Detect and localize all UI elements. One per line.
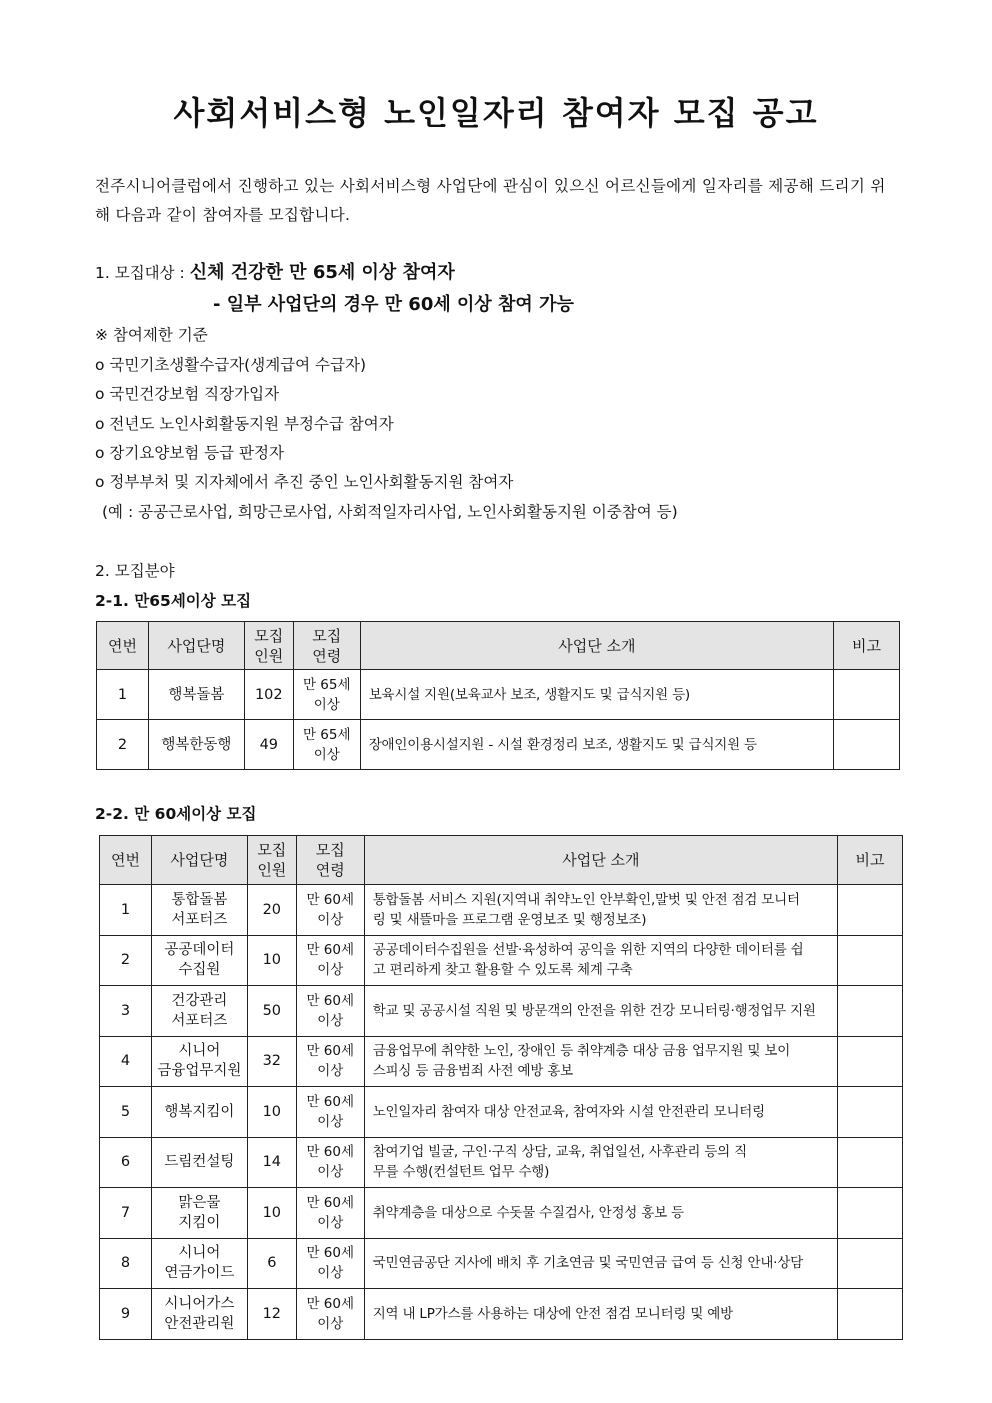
- cell-name: 건강관리 서포터즈: [151, 986, 247, 1037]
- cell-no: 1: [100, 885, 152, 936]
- cell-desc: 노인일자리 참여자 대상 안전교육, 참여자와 시설 안전관리 모니터링: [364, 1087, 837, 1138]
- col-header-name: 사업단명: [151, 836, 247, 885]
- table-row: [100, 986, 903, 1037]
- cell-desc: 지역 내 LP가스를 사용하는 대상에 안전 점검 모니터링 및 예방: [364, 1289, 837, 1340]
- table-row: [100, 1087, 903, 1138]
- cell-age: 만 60세 이상: [296, 1137, 364, 1188]
- cell-age: 만 65세 이상: [293, 670, 360, 720]
- table-row: [100, 1137, 903, 1188]
- restriction-item: o 장기요양보험 등급 판정자: [95, 444, 284, 462]
- cell-count: 32: [247, 1036, 296, 1087]
- cell-name: 맑은물 지킴이: [151, 1188, 247, 1239]
- cell-desc: 공공데이터수집원을 선발·육성하여 공익을 위한 지역의 다양한 데이터를 쉽 고 편리하게 찾고 활용할 수 있도록 체계 구축: [364, 935, 837, 986]
- cell-name: 시니어 연금가이드: [151, 1238, 247, 1289]
- cell-no: 5: [100, 1087, 152, 1138]
- table-row: [100, 885, 903, 936]
- col-header-count: 모집 인원: [247, 836, 296, 885]
- section2-heading: 2. 모집분야: [95, 562, 175, 580]
- recruit-target-label: 1. 모집대상 :: [95, 264, 185, 282]
- cell-note: [834, 670, 900, 720]
- col-header-no: 연번: [100, 836, 152, 885]
- col-header-intro: 사업단 소개: [364, 836, 837, 885]
- table-row: [100, 1188, 903, 1239]
- cell-no: 7: [100, 1188, 152, 1239]
- recruit-target-text: 신체 건강한 만 65세 이상 참여자: [189, 262, 455, 283]
- cell-count: 102: [244, 670, 293, 720]
- cell-count: 20: [247, 885, 296, 936]
- restriction-heading: ※ 참여제한 기준: [95, 326, 208, 344]
- cell-desc: 학교 및 공공시설 직원 및 방문객의 안전을 위한 건강 모니터링·행정업무 지원: [364, 986, 837, 1037]
- cell-count: 50: [247, 986, 296, 1037]
- cell-age: 만 65세 이상: [293, 720, 360, 770]
- cell-no: 9: [100, 1289, 152, 1340]
- table-60-plus-body: [100, 885, 903, 1340]
- cell-count: 10: [247, 1087, 296, 1138]
- table-row: [97, 670, 900, 720]
- cell-note: [838, 1137, 903, 1188]
- table-row: [100, 1238, 903, 1289]
- cell-count: 49: [244, 720, 293, 770]
- col-header-no: 연번: [97, 622, 149, 670]
- restriction-example: (예 : 공공근로사업, 희망근로사업, 사회적일자리사업, 노인사회활동지원 이중참여 등): [102, 503, 678, 521]
- cell-no: 2: [100, 935, 152, 986]
- table-60-plus: [99, 835, 903, 1340]
- cell-age: 만 60세 이상: [296, 1036, 364, 1087]
- cell-name: 행복한동행: [148, 720, 244, 770]
- table-header-row: [100, 836, 903, 885]
- section2-1-heading: 2-1. 만65세이상 모집: [95, 592, 252, 610]
- restriction-item: o 정부부처 및 지자체에서 추진 중인 노인사회활동지원 참여자: [95, 473, 514, 491]
- table-row: [100, 935, 903, 986]
- cell-note: [838, 986, 903, 1037]
- table-row: [100, 1036, 903, 1087]
- cell-note: [838, 1238, 903, 1289]
- page-title: 사회서비스형 노인일자리 참여자 모집 공고: [173, 94, 819, 132]
- cell-note: [838, 1036, 903, 1087]
- intro-paragraph: 전주시니어클럽에서 진행하고 있는 사회서비스형 사업단에 관심이 있으신 어르신들에게 일자리를 제공해 드리기 위해 다음과 같이 참여자를 모집합니다.: [95, 177, 886, 224]
- cell-count: 14: [247, 1137, 296, 1188]
- cell-name: 행복돌봄: [148, 670, 244, 720]
- cell-desc: 통합돌봄 서비스 지원(지역내 취약노인 안부확인,말벗 및 안전 점검 모니터 링 및 새뜰마을 프로그램 운영보조 및 행정보조): [364, 885, 837, 936]
- table-header-row: [97, 622, 900, 670]
- restriction-item: o 국민기초생활수급자(생계급여 수급자): [95, 356, 367, 374]
- cell-desc: 참여기업 빌굴, 구인·구직 상담, 교육, 취업일선, 사후관리 등의 직 무를 수행(컨설턴트 업무 수행): [364, 1137, 837, 1188]
- restriction-item: o 전년도 노인사회활동지원 부정수급 참여자: [95, 415, 394, 433]
- cell-age: 만 60세 이상: [296, 1238, 364, 1289]
- table-65-plus: [96, 621, 900, 770]
- table-row: [97, 720, 900, 770]
- cell-age: 만 60세 이상: [296, 1087, 364, 1138]
- cell-name: 공공데이터 수집원: [151, 935, 247, 986]
- cell-age: 만 60세 이상: [296, 1188, 364, 1239]
- col-header-age: 모집 연령: [296, 836, 364, 885]
- col-header-name: 사업단명: [148, 622, 244, 670]
- col-header-intro: 사업단 소개: [360, 622, 833, 670]
- cell-age: 만 60세 이상: [296, 986, 364, 1037]
- cell-no: 3: [100, 986, 152, 1037]
- cell-note: [834, 720, 900, 770]
- section2-2-heading: 2-2. 만 60세이상 모집: [95, 805, 257, 823]
- cell-note: [838, 1289, 903, 1340]
- cell-count: 10: [247, 1188, 296, 1239]
- cell-note: [838, 1188, 903, 1239]
- cell-age: 만 60세 이상: [296, 1289, 364, 1340]
- cell-no: 8: [100, 1238, 152, 1289]
- cell-name: 시니어가스 안전관리원: [151, 1289, 247, 1340]
- cell-age: 만 60세 이상: [296, 935, 364, 986]
- cell-name: 드림컨설팅: [151, 1137, 247, 1188]
- cell-no: 1: [97, 670, 149, 720]
- cell-count: 10: [247, 935, 296, 986]
- col-header-age: 모집 연령: [293, 622, 360, 670]
- cell-no: 2: [97, 720, 149, 770]
- cell-desc: 취약계층을 대상으로 수돗물 수질검사, 안정성 홍보 등: [364, 1188, 837, 1239]
- cell-no: 6: [100, 1137, 152, 1188]
- cell-note: [838, 1087, 903, 1138]
- cell-note: [838, 885, 903, 936]
- cell-desc: 장애인이용시설지원 - 시설 환경정리 보조, 생활지도 및 급식지원 등: [360, 720, 833, 770]
- cell-name: 통합돌봄 서포터즈: [151, 885, 247, 936]
- cell-age: 만 60세 이상: [296, 885, 364, 936]
- cell-name: 시니어 금융업무지원: [151, 1036, 247, 1087]
- cell-count: 6: [247, 1238, 296, 1289]
- recruit-target-line: [95, 258, 455, 284]
- cell-note: [838, 935, 903, 986]
- recruit-target-note: - 일부 사업단의 경우 만 60세 이상 참여 가능: [213, 294, 574, 315]
- cell-desc: 국민연금공단 지사에 배치 후 기초연금 및 국민연금 급여 등 신청 안내·상담: [364, 1238, 837, 1289]
- cell-no: 4: [100, 1036, 152, 1087]
- col-header-note: 비고: [838, 836, 903, 885]
- col-header-note: 비고: [834, 622, 900, 670]
- col-header-count: 모집 인원: [244, 622, 293, 670]
- cell-desc: 금융업무에 취약한 노인, 장애인 등 취약계층 대상 금융 업무지원 및 보이 스피싱 등 금융범죄 사전 예방 홍보: [364, 1036, 837, 1087]
- table-row: [100, 1289, 903, 1340]
- cell-count: 12: [247, 1289, 296, 1340]
- cell-name: 행복지킴이: [151, 1087, 247, 1138]
- restriction-item: o 국민건강보험 직장가입자: [95, 385, 280, 403]
- cell-desc: 보육시설 지원(보육교사 보조, 생활지도 및 급식지원 등): [360, 670, 833, 720]
